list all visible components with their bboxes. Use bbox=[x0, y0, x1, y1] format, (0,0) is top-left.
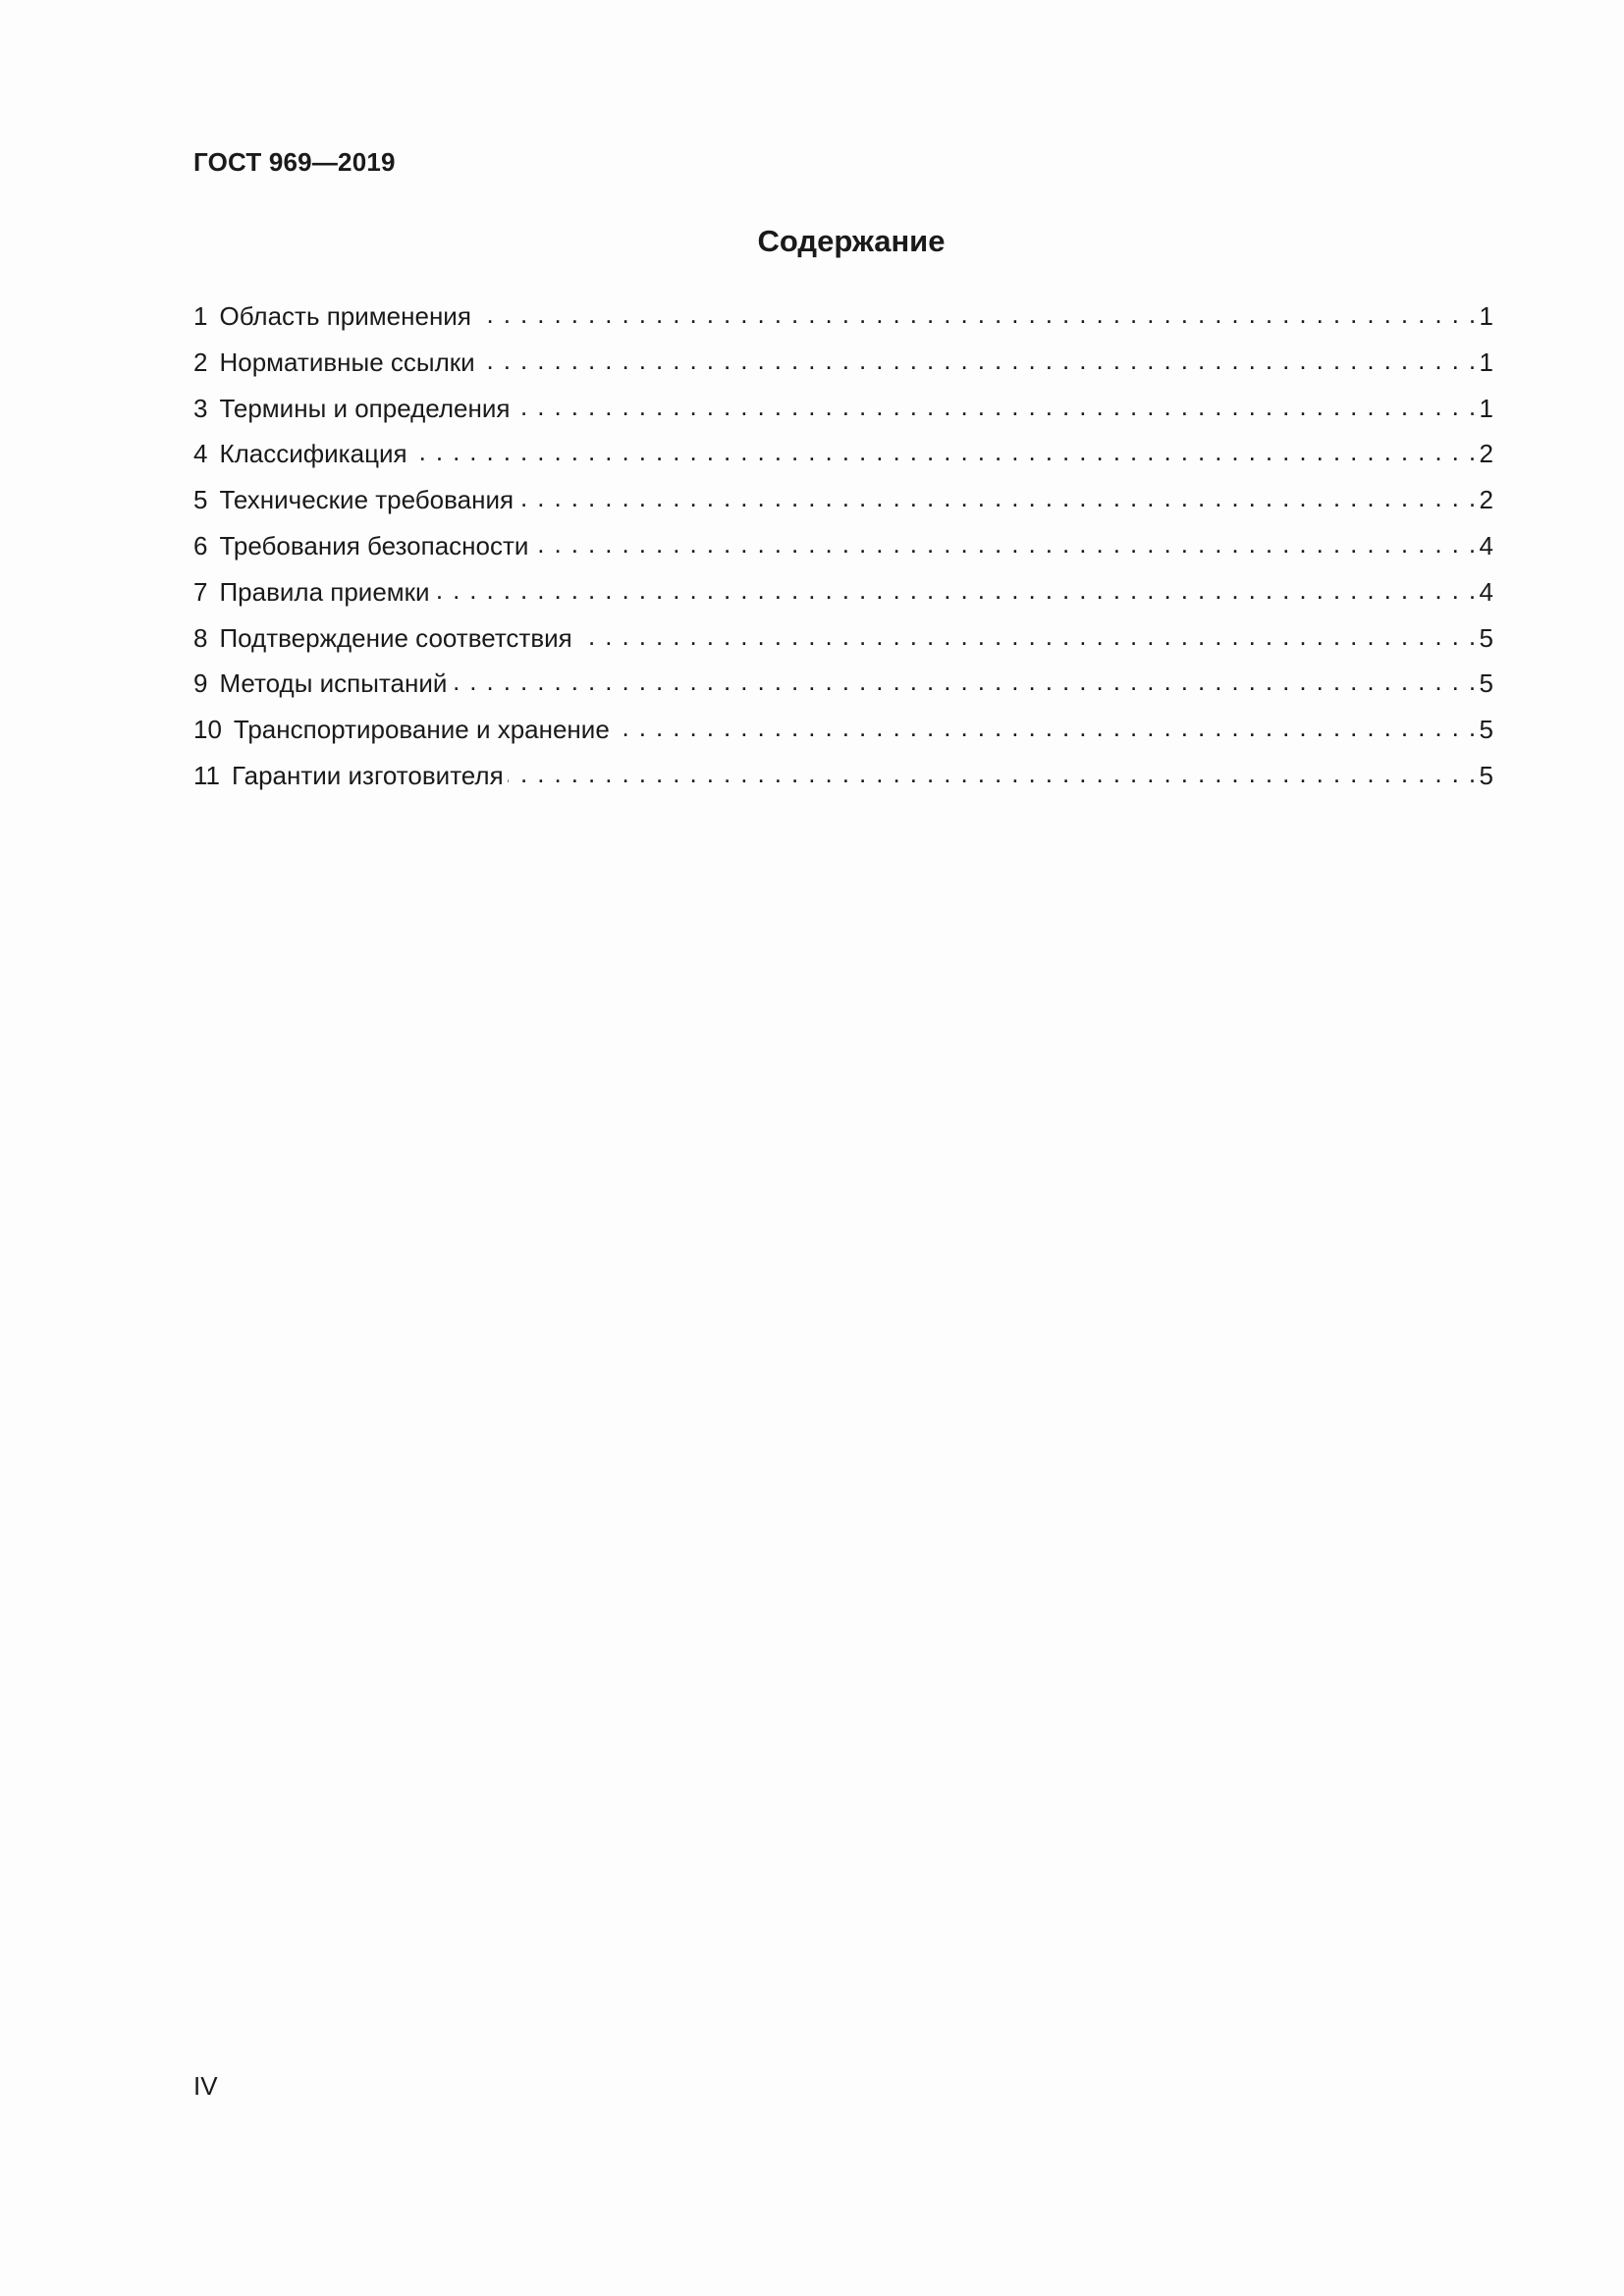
toc-item-number: 8 bbox=[193, 622, 208, 653]
toc-item[interactable] bbox=[193, 667, 1493, 713]
toc-item-number: 6 bbox=[193, 530, 208, 561]
toc-item[interactable] bbox=[193, 346, 1493, 392]
toc-item-number: 10 bbox=[193, 715, 222, 745]
toc-item-page: 4 bbox=[1479, 530, 1493, 561]
toc-item-number: 11 bbox=[193, 760, 220, 790]
toc-item-title: Классификация bbox=[219, 439, 407, 469]
toc-item-title: Требования безопасности bbox=[219, 530, 529, 561]
toc-item-title: Нормативные ссылки bbox=[219, 347, 475, 377]
toc-item[interactable] bbox=[193, 299, 1493, 346]
toc-item-page: 1 bbox=[1479, 301, 1493, 331]
toc-item-title: Транспортирование и хранение bbox=[233, 715, 610, 745]
toc-item-page: 5 bbox=[1479, 622, 1493, 653]
toc-item-title: Гарантии изготовителя bbox=[232, 760, 504, 790]
toc-item[interactable] bbox=[193, 483, 1493, 529]
toc-item-page: 5 bbox=[1479, 668, 1493, 699]
toc-item-number: 7 bbox=[193, 576, 208, 607]
toc-leader-dots bbox=[479, 346, 1478, 371]
toc-leader-dots bbox=[517, 483, 1477, 508]
toc-item-page: 1 bbox=[1479, 347, 1493, 377]
toc-item[interactable] bbox=[193, 437, 1493, 483]
toc-item-number: 5 bbox=[193, 485, 208, 515]
toc-item-title: Область применения bbox=[219, 301, 471, 331]
toc-item[interactable] bbox=[193, 621, 1493, 667]
toc-item-number: 4 bbox=[193, 439, 208, 469]
toc-item-title: Термины и определения bbox=[219, 393, 511, 423]
toc-item-page: 5 bbox=[1479, 715, 1493, 745]
toc-title: Содержание bbox=[757, 224, 946, 258]
toc-item[interactable] bbox=[193, 759, 1493, 805]
toc-item-page: 5 bbox=[1479, 760, 1493, 790]
toc-item-number: 3 bbox=[193, 393, 208, 423]
toc-item-page: 1 bbox=[1479, 393, 1493, 423]
toc-item-page: 2 bbox=[1479, 485, 1493, 515]
toc-item-number: 1 bbox=[193, 301, 208, 331]
toc-item[interactable] bbox=[193, 529, 1493, 575]
page-number: IV bbox=[193, 2071, 218, 2101]
table-of-contents bbox=[193, 299, 1493, 805]
toc-leader-dots bbox=[411, 437, 1478, 462]
toc-item[interactable] bbox=[193, 713, 1493, 759]
toc-item-title: Подтверждение соответствия bbox=[219, 622, 572, 653]
toc-item-page: 4 bbox=[1479, 576, 1493, 607]
toc-leader-dots bbox=[434, 575, 1478, 601]
toc-item-title: Технические требования bbox=[219, 485, 514, 515]
toc-item-title: Методы испытаний bbox=[219, 668, 448, 699]
toc-item-number: 9 bbox=[193, 668, 208, 699]
toc-item-title: Правила приемки bbox=[219, 576, 430, 607]
toc-item[interactable] bbox=[193, 575, 1493, 621]
toc-leader-dots bbox=[451, 667, 1477, 692]
toc-leader-dots bbox=[532, 529, 1477, 555]
toc-leader-dots bbox=[475, 299, 1478, 325]
toc-item-page: 2 bbox=[1479, 439, 1493, 469]
document-code: ГОСТ 969—2019 bbox=[193, 147, 396, 177]
toc-leader-dots bbox=[514, 392, 1477, 417]
toc-leader-dots bbox=[614, 713, 1478, 738]
toc-item-number: 2 bbox=[193, 347, 208, 377]
toc-leader-dots bbox=[576, 621, 1478, 647]
toc-item[interactable] bbox=[193, 392, 1493, 438]
toc-leader-dots bbox=[508, 759, 1478, 784]
